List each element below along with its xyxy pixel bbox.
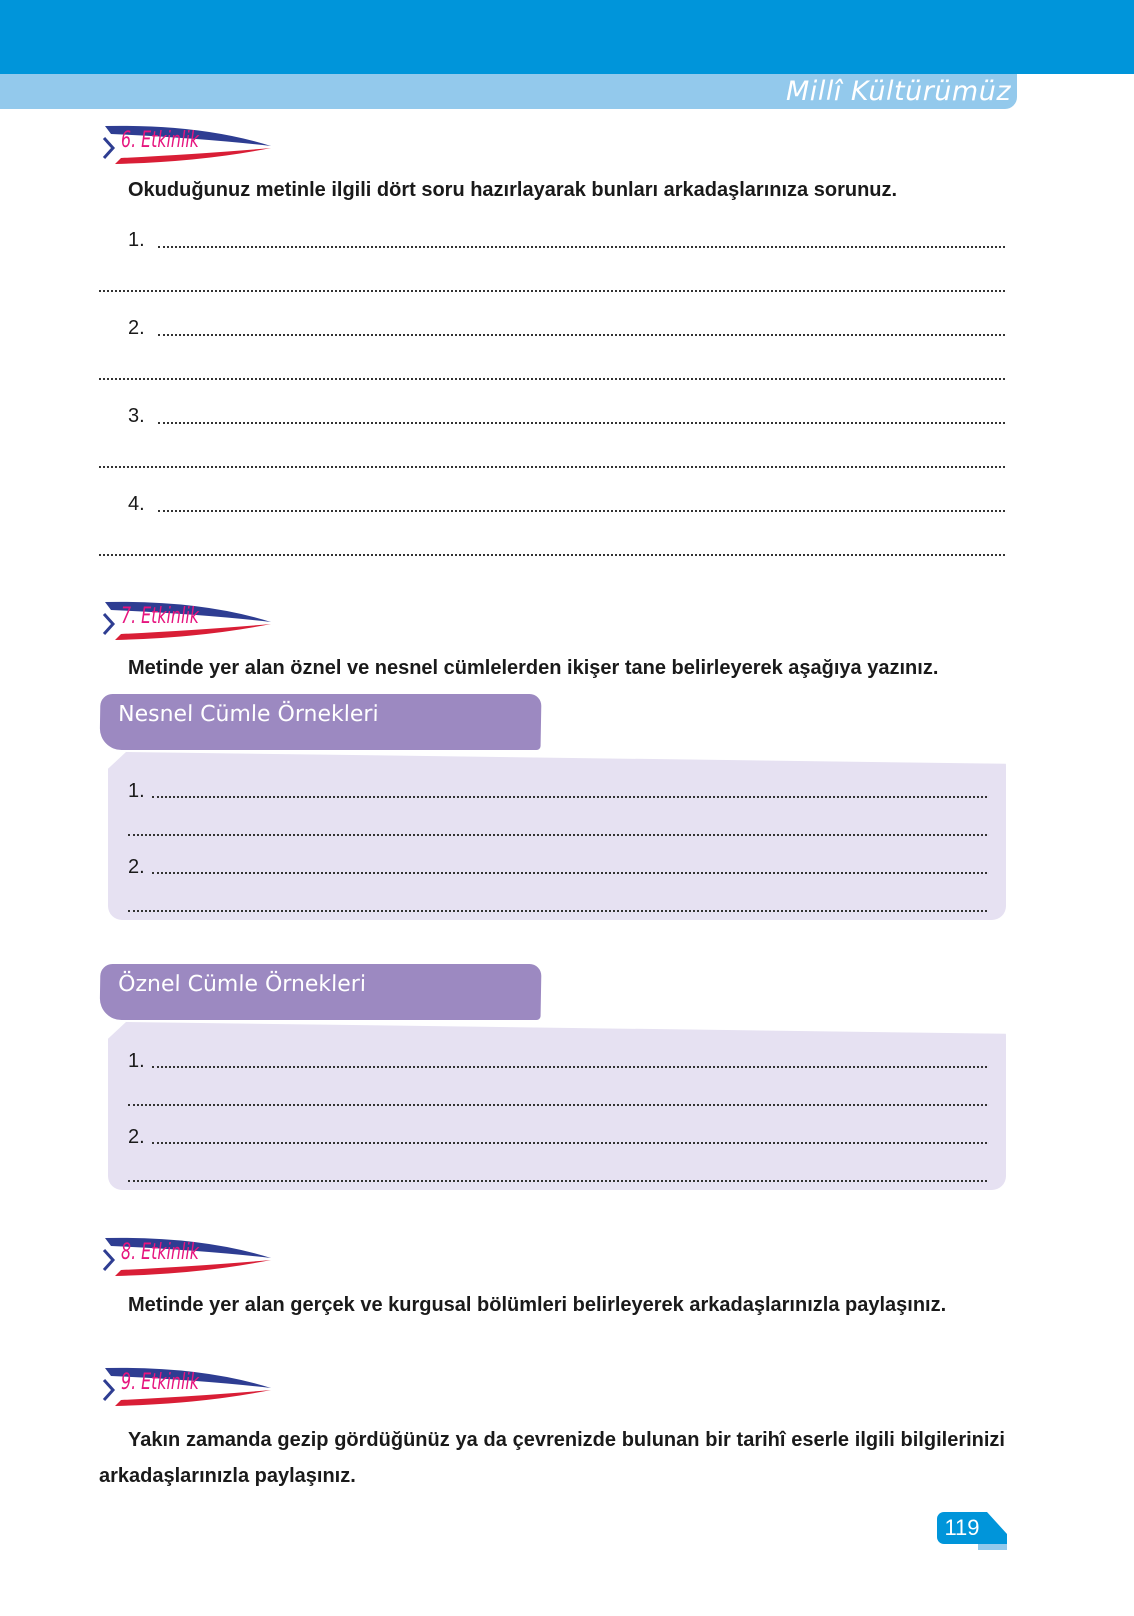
question-number: 3.	[128, 405, 145, 427]
badge-label: 6. Etkinlik	[121, 128, 199, 153]
objective-box	[108, 752, 1006, 920]
badge-label: 8. Etkinlik	[121, 1240, 199, 1265]
answer-line[interactable]	[128, 834, 987, 836]
answer-line[interactable]	[158, 246, 1005, 248]
answer-line[interactable]	[152, 1066, 987, 1068]
answer-line[interactable]	[99, 554, 1005, 556]
top-banner	[0, 0, 1134, 74]
question-number: 1.	[128, 229, 145, 251]
answer-line[interactable]	[152, 872, 987, 874]
answer-line[interactable]	[152, 796, 987, 798]
answer-line[interactable]	[152, 1142, 987, 1144]
item-number: 1.	[128, 780, 145, 802]
activity-9-badge	[101, 1366, 273, 1406]
activity-7-badge	[101, 600, 273, 640]
answer-line[interactable]	[99, 290, 1005, 292]
answer-line[interactable]	[158, 334, 1005, 336]
answer-line[interactable]	[128, 910, 987, 912]
answer-line[interactable]	[158, 422, 1005, 424]
objective-tab: Nesnel Cümle Örnekleri	[100, 694, 542, 750]
chapter-title: Millî Kültürümüz	[786, 76, 1011, 107]
answer-line[interactable]	[128, 1180, 987, 1182]
answer-line[interactable]	[128, 1104, 987, 1106]
answer-line[interactable]	[99, 466, 1005, 468]
item-number: 1.	[128, 1050, 145, 1072]
activity-8-instruction: Metinde yer alan gerçek ve kurgusal bölümleri belirleyerek arkadaşlarınızla paylaşınız.	[128, 1294, 947, 1316]
item-number: 2.	[128, 1126, 145, 1148]
subjective-tab: Öznel Cümle Örnekleri	[100, 964, 542, 1020]
answer-line[interactable]	[99, 378, 1005, 380]
page-number: 119	[937, 1512, 987, 1544]
item-number: 2.	[128, 856, 145, 878]
badge-label: 7. Etkinlik	[121, 604, 199, 629]
subjective-box	[108, 1022, 1006, 1190]
activity-7-instruction: Metinde yer alan öznel ve nesnel cümlelerden ikişer tane belirleyerek aşağıya yazınız.	[128, 657, 939, 679]
activity-6-instruction: Okuduğunuz metinle ilgili dört soru hazırlayarak bunları arkadaşlarınıza sorunuz.	[128, 179, 898, 201]
activity-9-instruction: Yakın zamanda gezip gördüğünüz ya da çevrenizde bulunan bir tarihî eserle ilgili bilgilerinizi arkadaşlarınızla paylaşınız.	[99, 1429, 1005, 1487]
badge-label: 9. Etkinlik	[121, 1370, 199, 1395]
answer-line[interactable]	[158, 510, 1005, 512]
question-number: 4.	[128, 493, 145, 515]
activity-6-badge	[101, 124, 273, 164]
question-number: 2.	[128, 317, 145, 339]
activity-8-badge	[101, 1236, 273, 1276]
